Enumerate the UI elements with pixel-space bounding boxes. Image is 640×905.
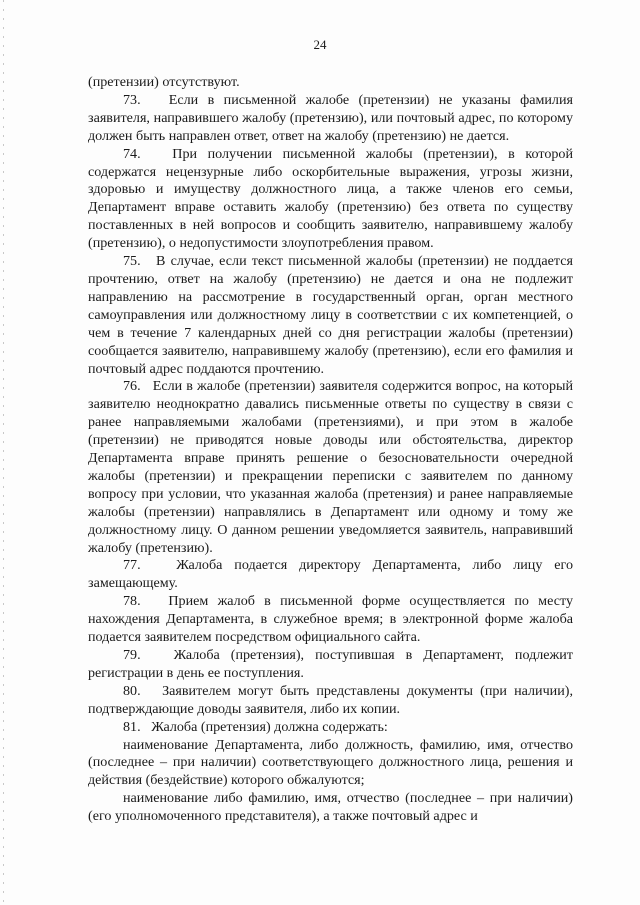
paragraph-continuation: (претензии) отсутствуют. (88, 74, 240, 90)
scan-margin-mark (3, 0, 4, 905)
paragraph-78: 78. Прием жалоб в письменной форме осуществляется по месту нахождения Департамента, в служебное время; в электронной форме жалоба подается заявителем посредством официального сайта. (88, 593, 573, 646)
paragraph-79: 79. Жалоба (претензия), поступившая в Департамент, подлежит регистрации в день ее поступления. (88, 647, 573, 681)
paragraph-76: 76. Если в жалобе (претензии) заявителя содержится вопрос, на который заявителю неоднократно давались письменные ответы по существу в связи с ранее направляемыми жалобами (претензиями), и при этом в жалобе (претензии) не приводятся новые доводы или обстоятельства, директор Департамента вправе принять решение о безосновательности очередной жалобы (претензии) и прекращении переписки с заявителем по данному вопросу при условии, что указанная жалоба (претензия) и ранее направляемые жалобы (претензии) направлялись в Департамент или одному и тому же должностному лицу. О данном решении уведомляется заявитель, направивший жалобу (претензию). (88, 378, 573, 556)
paragraph-73: 73. Если в письменной жалобе (претензии) не указаны фамилия заявителя, направившего жалобу (претензию), или почтовый адрес, по которому должен быть направлен ответ, ответ на жалобу (претензию) не дается. (88, 91, 573, 144)
paragraph-81: 81. Жалоба (претензия) должна содержать: (123, 718, 388, 735)
paragraph-74: 74. При получении письменной жалобы (претензии), в которой содержатся нецензурные либо оскорбительные выражения, угрозы жизни, здоровью и имуществу должностного лица, а также членов его семьи, Департамент вправе оставить жалобу (претензию) без ответа по существу поставленных в ней вопросов и сообщить заявителю, направившему жалобу (претензию), о недопустимости злоупотребления правом. (88, 145, 573, 252)
paragraph-81-item-2: наименование либо фамилию, имя, отчество (последнее – при наличии) (его уполномоченного представителя), а также почтовый адрес и (88, 790, 573, 825)
paragraph-77: 77. Жалоба подается директору Департамента, либо лицу его замещающему. (88, 557, 573, 592)
document-body (88, 74, 573, 826)
page-number: 24 (313, 37, 327, 52)
paragraph-81-item-1: наименование Департамента, либо должность, фамилию, имя, отчество (последнее – при наличии) соответствующего должностного лица, решения и действия (бездействие) которого обжалуются; (88, 736, 573, 789)
paragraph-80: 80. Заявителем могут быть представлены документы (при наличии), подтверждающие доводы заявителя, либо их копии. (88, 682, 573, 717)
paragraph-75: 75. В случае, если текст письменной жалобы (претензии) не поддается прочтению, ответ на жалобу (претензию) не дается и она не подлежит направлению на рассмотрение в государственный орган, орган местного самоуправления или должностному лицу в соответствии с их компетенцией, о чем в течение 7 календарных дней со дня регистрации жалобы (претензии) сообщается заявителю, направившему жалобу (претензию), если его фамилия и почтовый адрес поддаются прочтению. (88, 253, 573, 377)
